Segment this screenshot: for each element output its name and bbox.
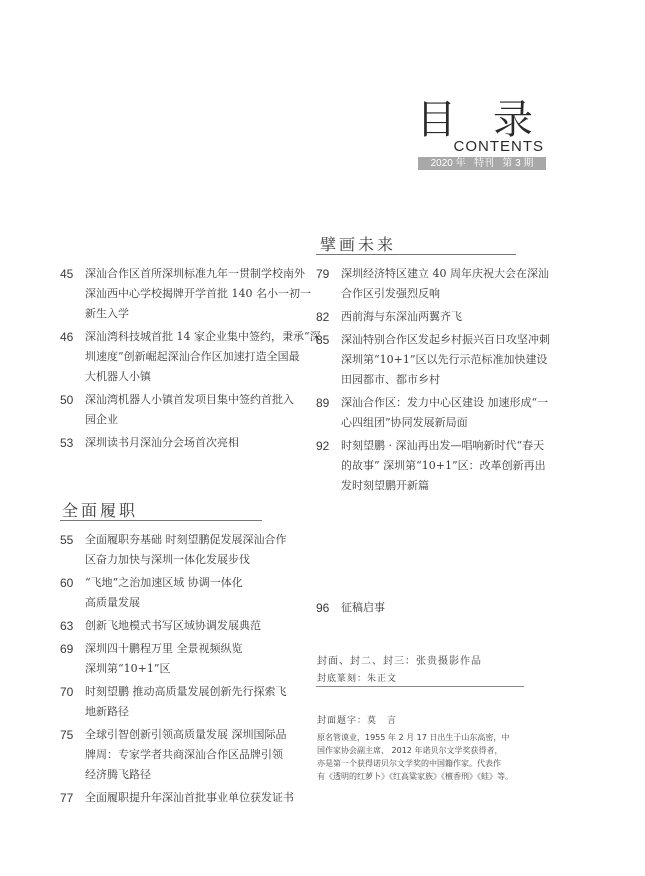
page-number: 79 [316,267,330,281]
toc-entry[interactable] [316,307,566,327]
bio-line: 有《透明的红萝卜》《红高粱家族》《檀香刑》《蛙》等。 [317,772,513,781]
entry-line: 圳速度”创新崛起深汕合作区加速打造全国最 [85,350,300,363]
toc-entry[interactable] [60,616,300,636]
page-number: 82 [316,310,330,324]
entry-line: 征稿启事 [341,601,385,614]
page-number: 75 [60,728,74,742]
toc-entry[interactable] [316,393,566,433]
toc-entry[interactable] [60,639,300,679]
back-cover-credit: 封底篆刻：朱正文 [317,674,398,684]
toc-entry[interactable] [60,530,300,570]
section-underline-duty [60,520,262,521]
entry-line: 牌周：专家学者共商深汕合作区品牌引领 [85,748,283,761]
entry-line: 田园都市、都市乡村 [341,373,440,386]
page-number: 60 [60,576,74,590]
bio-line: 国作家协会副主席、 2012 年诺贝尔文学奖获得者， [317,746,503,755]
page-number: 55 [60,533,74,547]
entry-line: 创新飞地模式书写区域协调发展典范 [85,619,261,632]
issue-bar: 2020 年 特刊 第 3 期 [418,157,546,170]
entry-line: 新生入学 [85,307,129,320]
toc-entry[interactable] [60,788,300,808]
page-number: 63 [60,619,74,633]
entry-line: 深圳第“10+1”区 [85,662,171,675]
entry-line: 园企业 [85,413,118,426]
cover-credit: 封面、封二、封三：张贵摄影作品 [317,656,482,667]
page-number: 89 [316,396,330,410]
entry-line: 深圳读书月深汕分会场首次亮相 [85,436,239,449]
toc-entry[interactable] [60,682,300,722]
toc-right [316,264,566,499]
credits-divider [316,686,524,687]
page-number: 53 [60,436,74,450]
toc-entry[interactable] [316,330,566,390]
entry-line: “飞地”之治加速区域 协调一体化 [85,576,243,589]
toc-entry-notice[interactable] [316,598,566,618]
entry-line: 全面履职提升年深汕首批事业单位获发证书 [85,791,294,804]
toc-entry[interactable] [316,436,566,496]
toc-entry[interactable] [60,725,300,785]
author-bio [317,731,567,783]
entry-line: 深圳经济特区建立 40 周年庆祝大会在深汕 [341,267,549,280]
toc-left-top [60,264,321,456]
page-number: 77 [60,791,74,805]
page-number: 46 [60,330,74,344]
page-title: 目 录 [416,97,545,143]
entry-line: 发时刻望鹏开新篇 [341,479,429,492]
entry-line: 高质量发展 [85,596,140,609]
bio-line: 原名管谟业，1955 年 2 月 17 日出生于山东高密，中 [317,733,510,742]
entry-line: 地新路径 [85,705,129,718]
page-number: 70 [60,685,74,699]
section-underline-future [316,254,516,255]
entry-line: 深汕湾科技城首批 14 家企业集中签约，秉承“深 [85,330,321,343]
bio-line: 亦是第一个获得诺贝尔文学奖的中国籍作家。代表作 [317,759,501,768]
entry-line: 时刻望鹏 · 深汕再出发—唱响新时代“春天 [341,439,545,452]
inscription-credit: 封面题字：莫 言 [317,716,398,726]
entry-line: 深圳四十鹏程万里 全景视频纵览 [85,642,243,655]
toc-entry[interactable] [60,433,300,453]
toc-entry[interactable] [316,264,566,304]
entry-line: 区奋力加快与深圳一体化发展步伐 [85,553,250,566]
entry-line: 的故事” 深圳第“10+1”区：改革创新再出 [341,459,546,472]
toc-entry[interactable] [60,264,311,324]
section-title-future: 擘画未来 [320,235,397,254]
page-number: 96 [316,601,330,615]
entry-line: 深圳第“10+1”区以先行示范标准加快建设 [341,353,548,366]
entry-line: 深汕西中心学校揭牌开学首批 140 名小一初一 [85,287,311,300]
entry-line: 深汕湾机器人小镇首发项目集中签约首批入 [85,393,294,406]
entry-line: 西前海与东深汕两翼齐飞 [341,310,462,323]
entry-line: 深汕合作区：发力中心区建设 加速形成“一 [341,396,549,409]
entry-line: 大机器人小镇 [85,370,151,383]
toc-entry[interactable] [60,390,300,430]
entry-line: 时刻望鹏 推动高质量发展创新先行探索飞 [85,685,287,698]
entry-line: 心四组团”协同发展新局面 [341,416,468,429]
toc-notice [316,598,566,621]
page-number: 92 [316,439,330,453]
toc-entry[interactable] [60,327,321,387]
toc-entry[interactable] [60,573,300,613]
page-number: 69 [60,642,74,656]
page-number: 85 [316,333,330,347]
section-title-duty: 全面履职 [62,501,139,520]
entry-line: 全球引智创新引领高质量发展 深圳国际品 [85,728,287,741]
entry-line: 全面履职夯基础 时刻望鹏促发展深汕合作 [85,533,287,546]
entry-line: 合作区引发强烈反响 [341,287,440,300]
toc-left-bottom [60,530,300,811]
entry-line: 经济腾飞路径 [85,768,151,781]
entry-line: 深汕特别合作区发起乡村振兴百日攻坚冲刺 [341,333,550,346]
page-number: 45 [60,267,74,281]
page-subtitle: CONTENTS [453,138,544,155]
page-number: 50 [60,393,74,407]
entry-line: 深汕合作区首所深圳标准九年一贯制学校南外 [85,267,305,280]
